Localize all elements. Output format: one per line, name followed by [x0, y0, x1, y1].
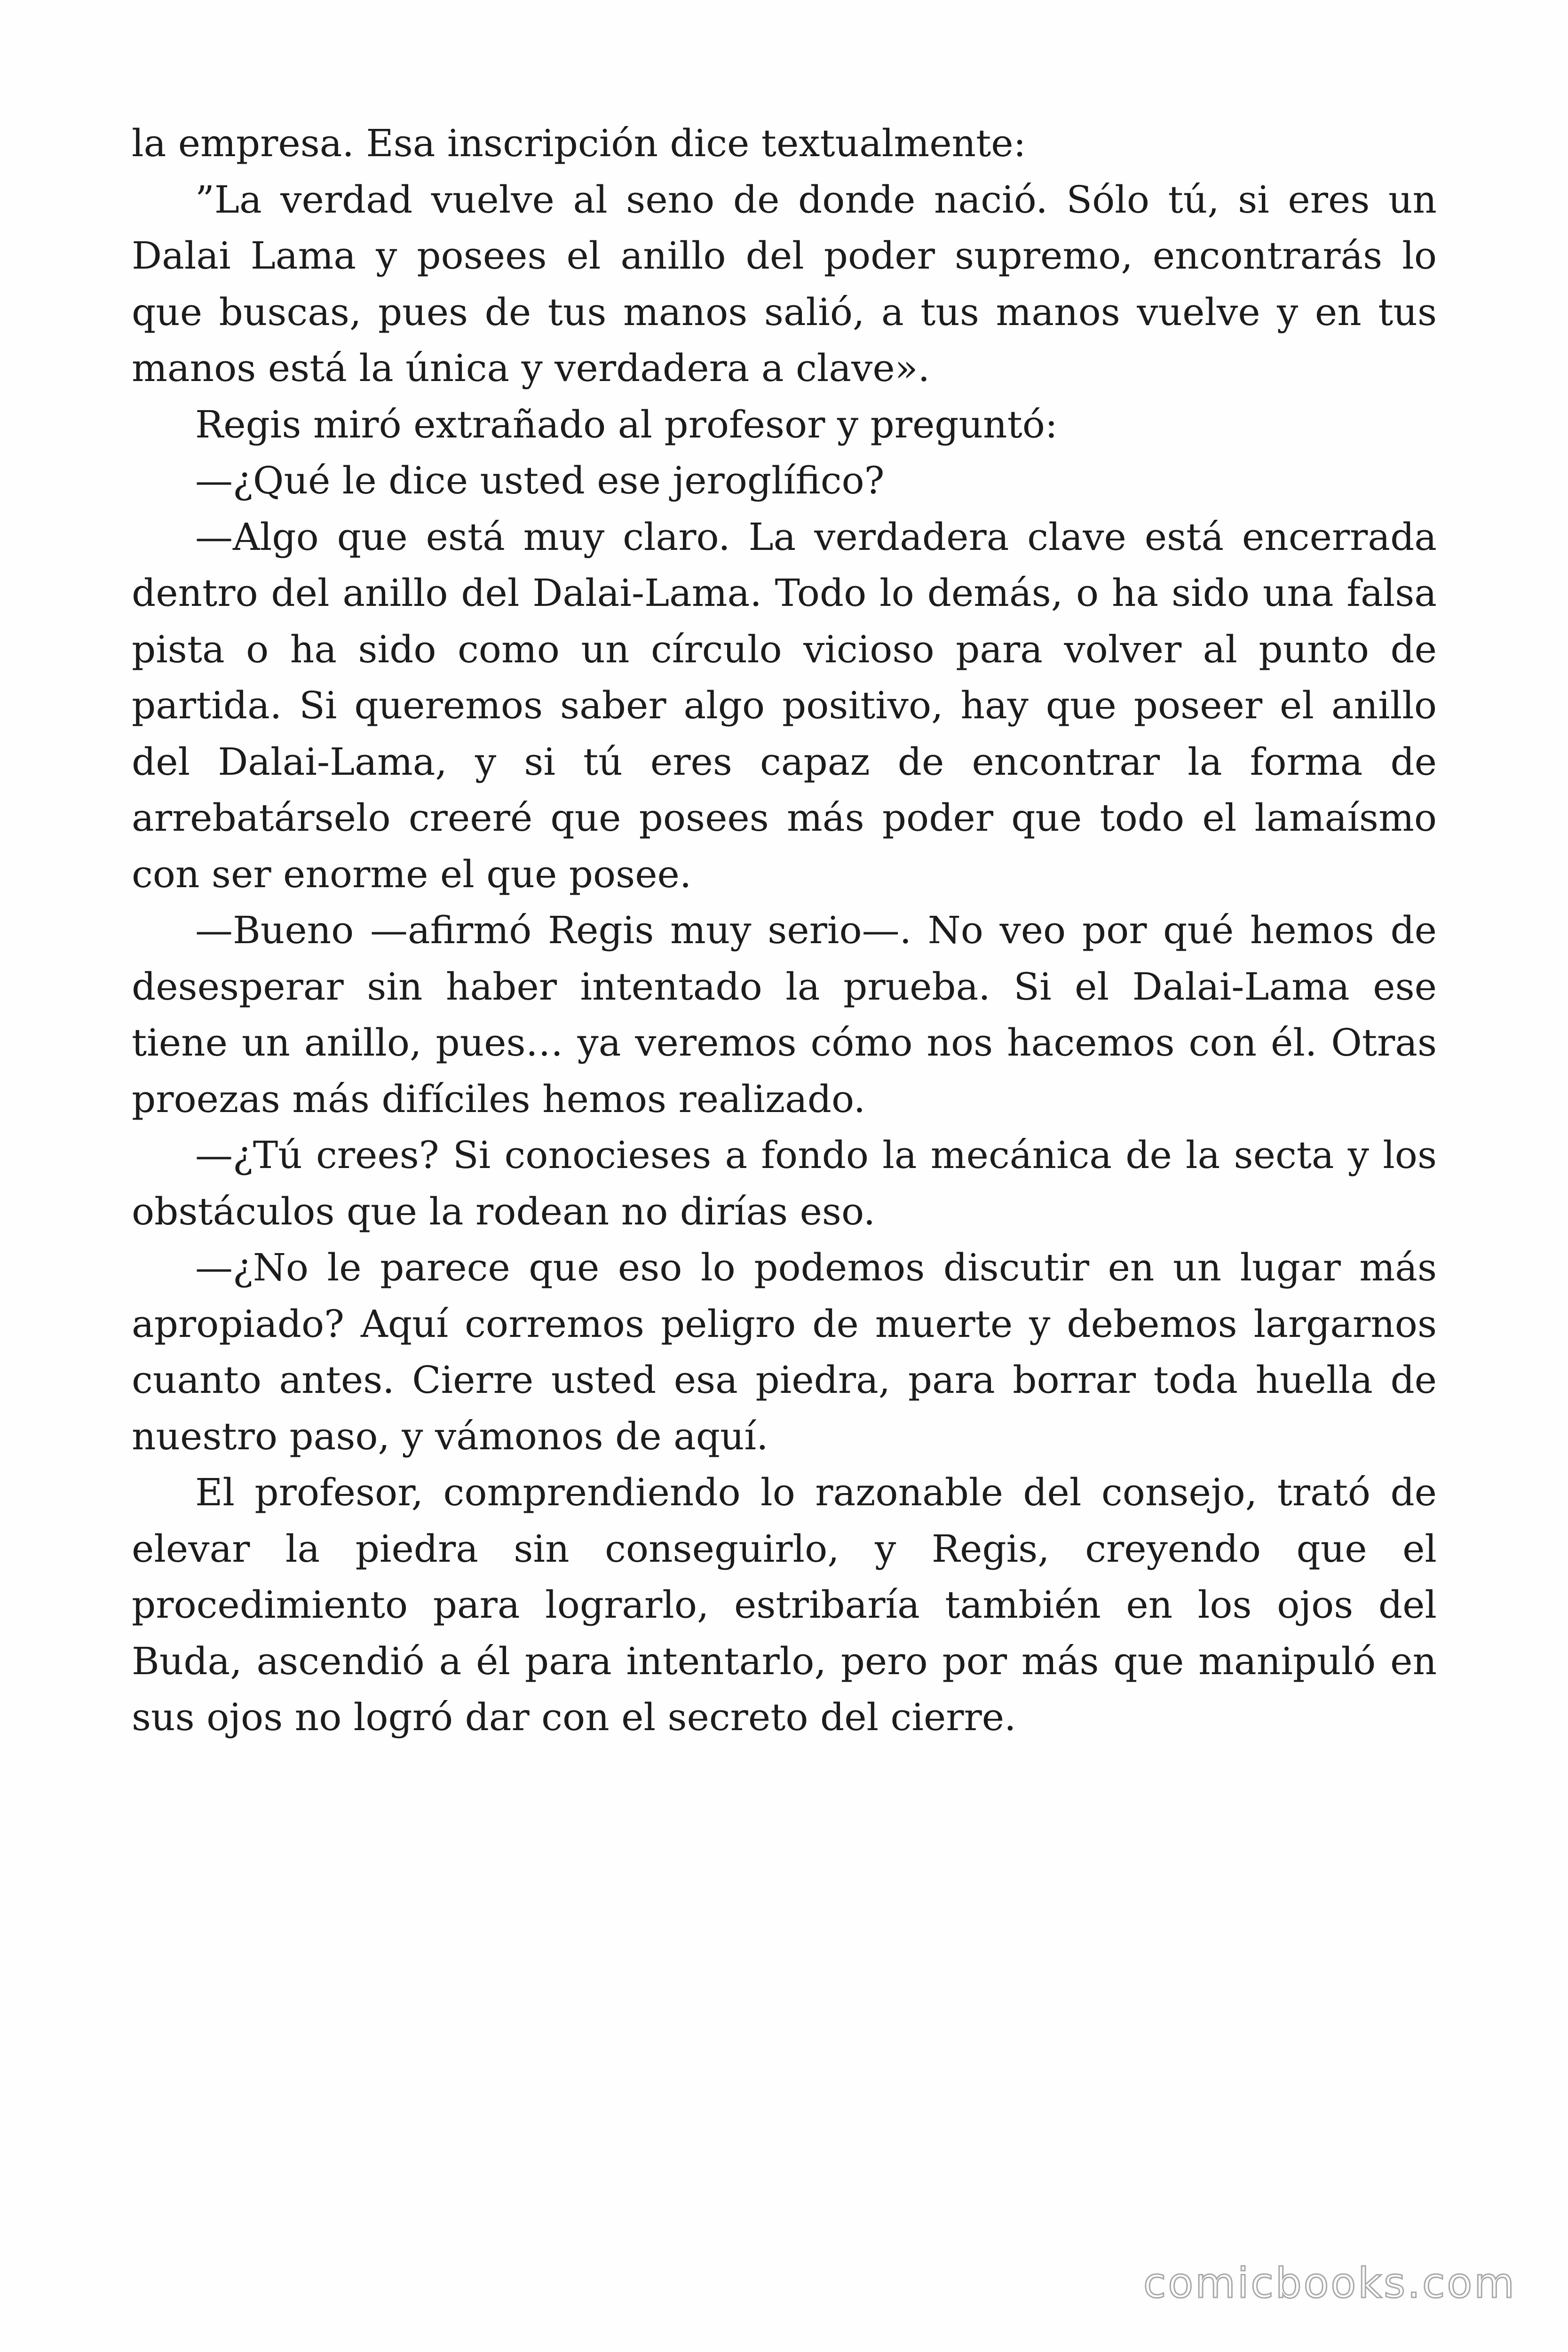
paragraph-4: —¿Qué le dice usted ese jeroglífico? — [195, 459, 885, 502]
paragraph-8: —¿No le parece que eso lo podemos discutir en un lugar más apropiado? Aquí corremos peligro de muerte y debemos largarnos cuanto antes. Cierre usted esa piedra, para borrar toda huella de nuestro paso, y vámonos de aquí. — [132, 1246, 1437, 1458]
paragraph-1: la empresa. Esa inscripción dice textualmente: — [132, 121, 1026, 165]
paragraph-3: Regis miró extrañado al profesor y preguntó: — [195, 402, 1058, 446]
paragraph-9: El profesor, comprendiendo lo razonable del consejo, trató de elevar la piedra sin conseguirlo, y Regis, creyendo que el procedimiento para lograrlo, estribaría también en los ojos del Buda, ascendió a él para intentarlo, pero por más que manipuló en sus ojos no logró dar con el secreto del cierre. — [132, 1470, 1437, 1739]
paragraph-5: —Algo que está muy claro. La verdadera clave está encerrada dentro del anillo del Dalai-Lama. Todo lo demás, o ha sido una falsa pista o ha sido como un círculo vicioso para volver al punto de partida. Si queremos saber algo positivo, hay que poseer el anillo del Dalai-Lama, y si tú eres capaz de encontrar la forma de arrebatárselo creeré que posees más poder que todo el lamaísmo con ser enorme el que posee. — [132, 515, 1437, 896]
body-text — [132, 115, 1437, 1746]
paragraph-6: —Bueno —afirmó Regis muy serio—. No veo por qué hemos de desesperar sin haber intentado la prueba. Si el Dalai-Lama ese tiene un anillo, pues… ya veremos cómo nos hacemos con él. Otras proezas más difíciles hemos realizado. — [132, 908, 1437, 1121]
paragraph-7: —¿Tú crees? Si conocieses a fondo la mecánica de la secta y los obstáculos que la rodean no dirías eso. — [132, 1133, 1437, 1233]
paragraph-2: ”La verdad vuelve al seno de donde nació. Sólo tú, si eres un Dalai Lama y posees el anillo del poder supremo, encontrarás lo que buscas, pues de tus manos salió, a tus manos vuelve y en tus manos está la única y verdadera a clave». — [132, 177, 1437, 390]
watermark: comicbooks.com — [1143, 2259, 1516, 2307]
